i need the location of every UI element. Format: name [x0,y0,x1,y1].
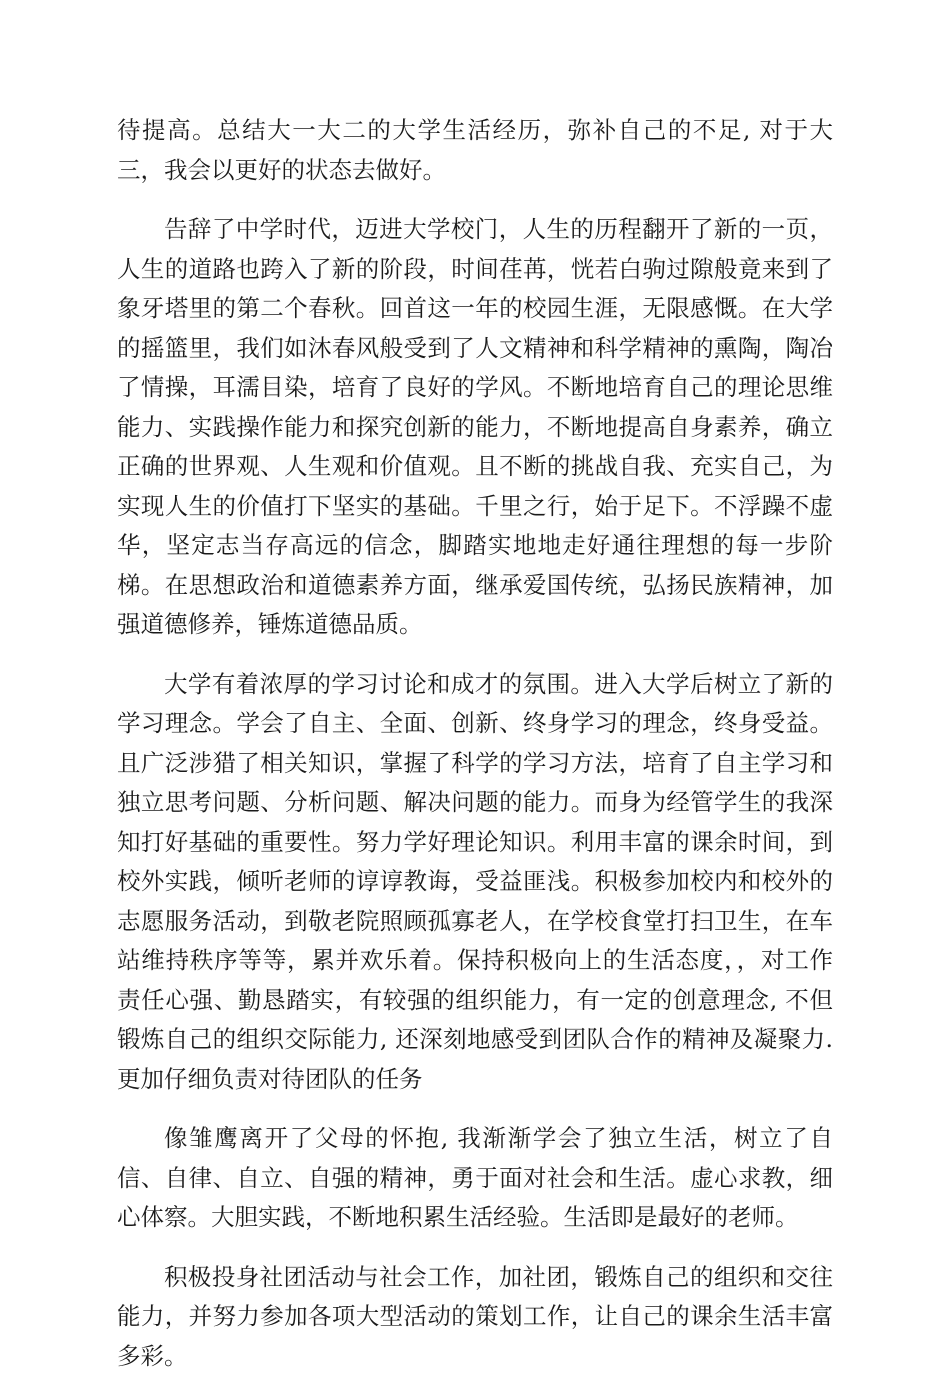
paragraph-leaving-high-school: 告辞了中学时代，迈进大学校门，人生的历程翻开了新的一页，人生的道路也跨入了新的阶段，时间荏苒，恍若白驹过隙般竟来到了象牙塔里的第二个春秋。回首这一年的校园生涯，无限感慨。在大学的摇篮里，我们如沐春风般受到了人文精神和科学精神的熏陶，陶冶了情操，耳濡目染，培育了良好的学风。不断地培育自己的理论思维能力、实践操作能力和探究创新的能力，不断地提高自身素养，确立正确的世界观、人生观和价值观。且不断的挑战自我、充实自己，为实现人生的价值打下坚实的基础。千里之行，始于足下。不浮躁不虚华，坚定志当存高远的信念，脚踏实地地走好通往理想的每一步阶梯。在思想政治和道德素养方面，继承爱国传统，弘扬民族精神，加强道德修养，锤炼道德品质。 [117,215,833,638]
paragraph-study-atmosphere: 大学有着浓厚的学习讨论和成才的氛围。进入大学后树立了新的学习理念。学会了自主、全面、创新、终身学习的理念，终身受益。且广泛涉猎了相关知识，掌握了科学的学习方法，培育了自主学习和独立思考问题、分析问题、解决问题的能力。而身为经管学生的我深知打好基础的重要性。努力学好理论知识。利用丰富的课余时间，到校外实践，倾听老师的谆谆教诲，受益匪浅。积极参加校内和校外的志愿服务活动，到敬老院照顾孤寡老人，在学校食堂打扫卫生，在车站维持秩序等等，累并欢乐着。保持积极向上的生活态度，，对工作责任心强、勤恳踏实，有较强的组织能力，有一定的创意理念, 不但锻炼自己的组织交际能力, 还深刻地感受到团队合作的精神及凝聚力. 更加仔细负责对待团队的任务 [117,669,833,1093]
paragraph-independent-life: 像雏鹰离开了父母的怀抱, 我渐渐学会了独立生活，树立了自信、自律、自立、自强的精神，勇于面对社会和生活。虚心求教，细心体察。大胆实践，不断地积累生活经验。生活即是最好的老师。 [117,1124,833,1231]
paragraph-club-activities: 积极投身社团活动与社会工作，加社团，锻炼自己的组织和交往能力，并努力参加各项大型活动的策划工作，让自己的课余生活丰富多彩。 [117,1262,833,1370]
document-body [117,111,833,1396]
paragraph-continuation: 待提高。总结大一大二的大学生活经历，弥补自己的不足, 对于大三，我会以更好的状态去做好。 [117,116,833,184]
